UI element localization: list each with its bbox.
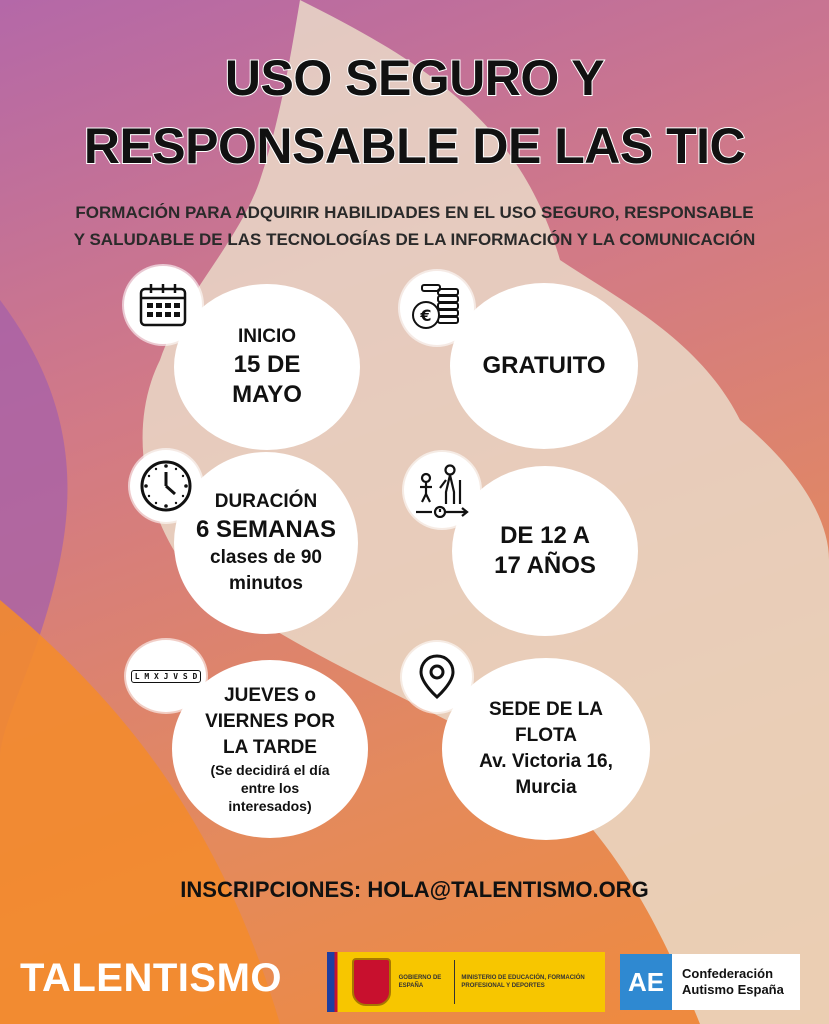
age-range-icon (404, 452, 480, 528)
card-sede-city: Murcia (515, 777, 577, 798)
gov-left-text: GOBIERNO DE ESPAÑA (398, 975, 442, 989)
svg-text:€: € (420, 306, 432, 325)
card-gratuito-text: GRATUITO (482, 352, 606, 379)
card-inicio-month: MAYO (232, 381, 302, 408)
card-dias-note-2: entre los (240, 780, 300, 796)
location-pin-icon (402, 642, 472, 712)
card-gratuito (450, 283, 638, 449)
card-edad-line-1: DE 12 A (500, 522, 590, 549)
card-dias-line-3: LA TARDE (223, 737, 317, 758)
spain-flag-icon (327, 952, 346, 1012)
weekdays-label: L M X J V S D (131, 670, 202, 683)
talentismo-logo: TALENTISMO (20, 956, 283, 1000)
clock-icon (130, 450, 202, 522)
card-duracion-weeks: 6 SEMANAS (195, 516, 337, 543)
card-dias-line-1: JUEVES o (224, 685, 316, 706)
card-dias-note-3: interesados) (228, 798, 312, 814)
confed-text (682, 966, 784, 998)
title-line-2: RESPONSABLE DE LAS TIC (83, 118, 746, 174)
registration-email: INSCRIPCIONES: HOLA@TALENTISMO.ORG (180, 877, 649, 902)
confed-line-2: Autismo España (682, 982, 784, 997)
card-sede (442, 658, 650, 840)
card-inicio-label: INICIO (237, 326, 297, 347)
government-logo (327, 952, 605, 1012)
card-dias-line-2: VIERNES POR (205, 711, 335, 732)
card-inicio-day: 15 DE (233, 351, 301, 378)
weekdays-icon (126, 640, 206, 712)
autismo-espana-icon: AE (620, 954, 672, 1010)
card-sede-address: Av. Victoria 16, (479, 751, 613, 772)
card-duracion-label: DURACIÓN (214, 491, 318, 512)
card-sede-line-1: SEDE DE LA (488, 699, 604, 720)
card-inicio (174, 284, 360, 450)
gov-divider (454, 960, 455, 1004)
coat-of-arms-icon (352, 958, 390, 1006)
card-sede-line-2: FLOTA (515, 725, 577, 746)
card-edad-line-2: 17 AÑOS (494, 552, 596, 579)
confederacion-logo (620, 954, 800, 1010)
card-duracion-minutes: minutos (229, 573, 303, 594)
subtitle-line-2: Y SALUDABLE DE LAS TECNOLOGÍAS DE LA INFORMACIÓN Y LA COMUNICACIÓN (73, 230, 756, 249)
card-duracion-classes: clases de 90 (210, 547, 322, 568)
gov-right-text: MINISTERIO DE EDUCACIÓN, FORMACIÓN PROFESIONAL Y DEPORTES (461, 975, 585, 989)
confed-line-1: Confederación (682, 966, 774, 981)
subtitle-line-1: FORMACIÓN PARA ADQUIRIR HABILIDADES EN EL USO SEGURO, RESPONSABLE (75, 203, 754, 222)
euro-coins-icon (400, 271, 474, 345)
title-line-1: USO SEGURO Y (224, 50, 605, 106)
card-duracion (174, 452, 358, 634)
card-dias-note-1: (Se decidirá el día (210, 762, 330, 778)
calendar-icon (124, 266, 202, 344)
